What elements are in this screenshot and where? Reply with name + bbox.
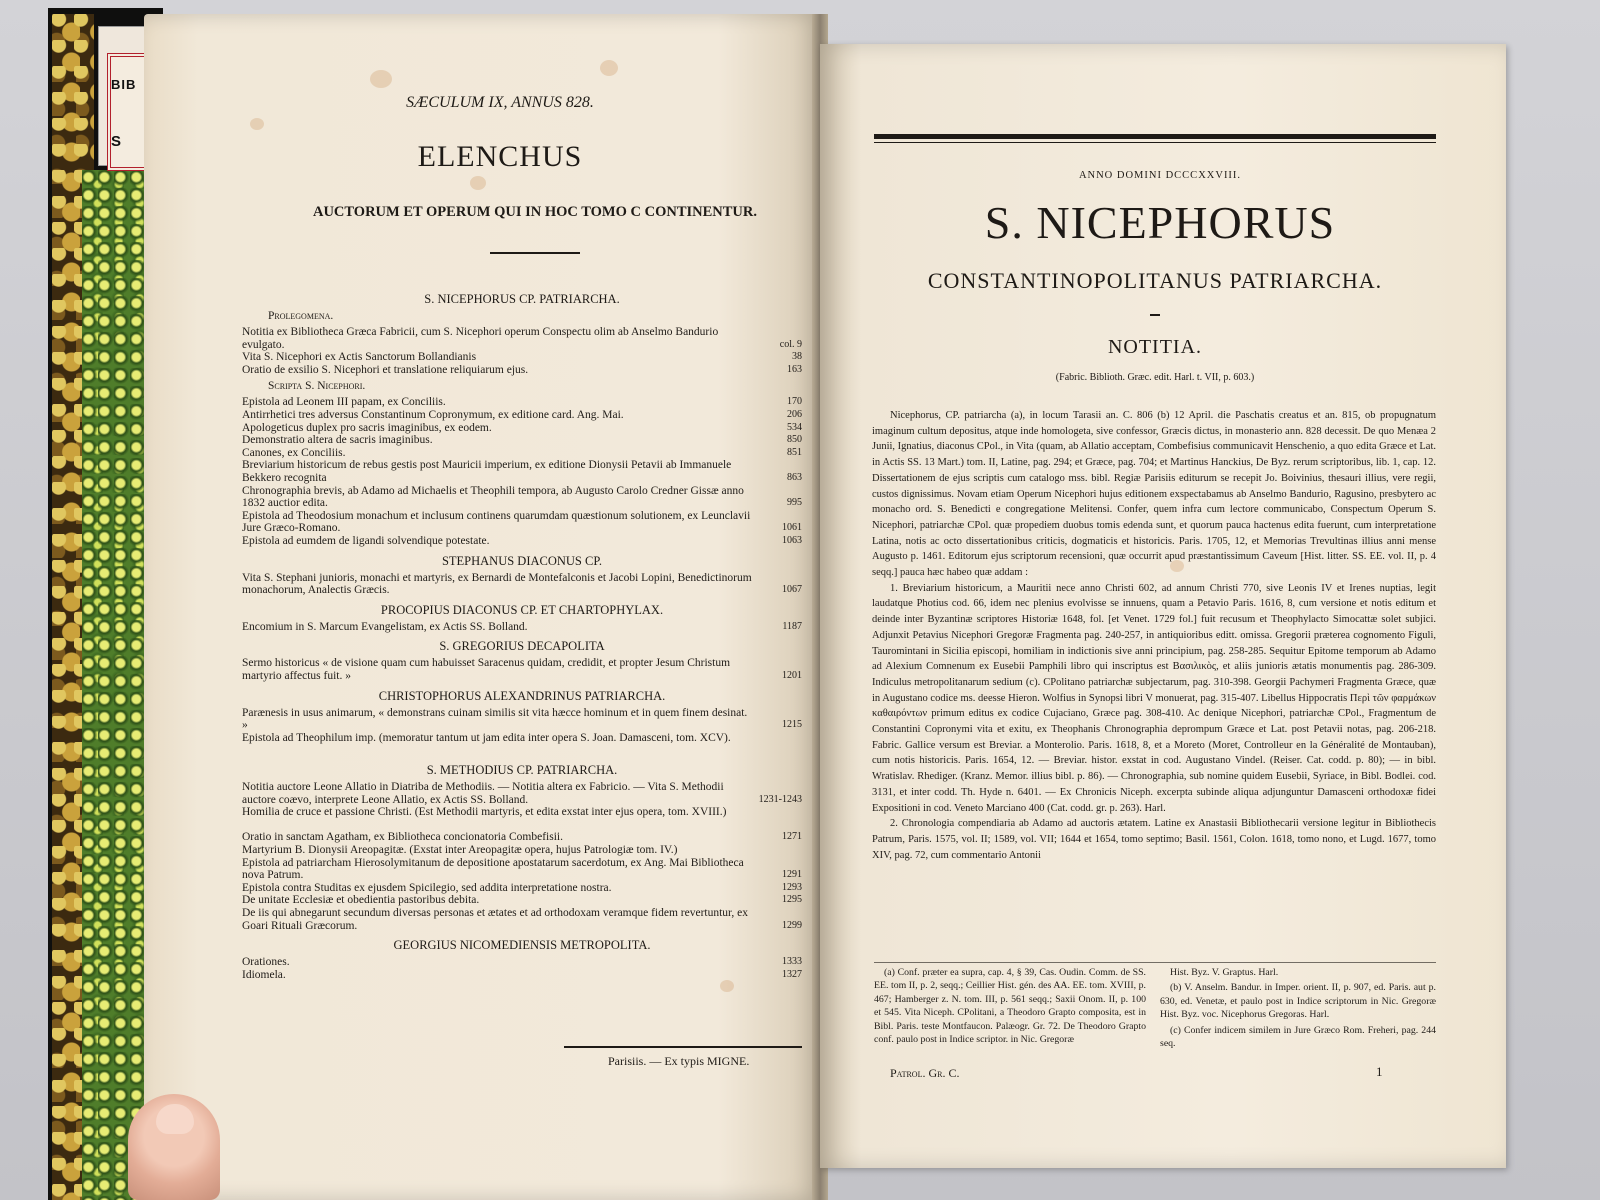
toc-entry (242, 510, 802, 535)
toc-entry-column: 38 (792, 351, 802, 363)
bookplate-text-2: S (111, 133, 123, 150)
toc-entry-title: Oratio in sanctam Agatham, ex Bibliotheca concionatoria Combefisii. (242, 831, 563, 844)
toc-entry-column: 1231-1243 (758, 793, 802, 805)
toc-entry (242, 707, 802, 732)
toc-entry-column: 1291 (782, 869, 802, 881)
toc-entry-column: 1293 (782, 881, 802, 893)
toc-section-heading: GEORGIUS NICOMEDIENSIS METROPOLITA. (393, 938, 651, 953)
printer-imprint: Parisiis. — Ex typis MIGNE. (608, 1054, 750, 1068)
footnote: (a) Conf. præter ea supra, cap. 4, § 39, Cas. Oudin. Comm. de SS. EE. tom II, p. 2, seqq.; Ceillier Hist. gén. des AA. EE. tom. XVIII, p. 467; Hamberger z. N. tom. III, p. 561 seqq.; Saxii Onom. II, p. 100 et 545. Vita Niceph. CPolitani, a Theodoro Grapto composita, est in Bibl. Paris. teste Montfaucon. Palæogr. Gr. 72. De Theodoro Grapto conf. paulo post in Indice scriptor. in Nic. Gregoræ (874, 967, 1146, 1046)
footnotes-left-column (874, 966, 1146, 1066)
toc-section-heading: S. METHODIUS CP. PATRIARCHA. (426, 763, 618, 777)
toc-entry-column: 206 (787, 409, 802, 420)
body-paragraph: 1. Breviarium historicum, a Mauritii nece anno Christi 602, ad annum Christi 770, sive Leonis IV et Irenes nuptias, legit laudatque Photius cod. 66, idem nec plenius evolvisse se innuens, quam a Petavio Paris. 1616, 8, cum versione et notis editum et deinde inter Byzantinæ scriptores Historiæ 1648, fol. [et Venet. 1729 fol.] fuit recusum et Theophylacto Simocattæ solet subjici. Adjunxit Petavius Nicephori Gregoræ Fragmenta pag. 240-257, in antiquioribus editt. omissa. Gregorii præterea cognomento Figuli, Tauromintani in Sicilia episcopi, homiliam in indictionis sive anni principium, pag. 258-285. Sequitur Epitome temporum ab Adamo ad Alexium Comnenum ex Eusebii Pamphili libro qui inscriptus est Βασιλικὸς, et aliis junioris ætatis monumentis pag. 286-309. Indiculus metropolitanarum sedium (c). CPolitano patriarchæ subjectarum, pag. 310-398. Georgii Pachymeri Fragmenta Græce, quæ in Augustano codice ms. deesse Hieron. Wolfius in Synopsi libri V monuerat, pag. 315-407. Libellus Hippocratis Περὶ τῶν φαρμάκων καθαιρόντων primum editus ex codice Cujaciano, Græce pag. 308-410. Ac denique Nicephori, patriarchæ CPol., Fragmentum de Constantini Copronymi vita et exitu, ex Theophanis Chronographia deprompum Græce et Lat. post Petavii notas, pag. 206-218. Fabric. Gallice versum est Breviar. a Monterolio. Paris. 1618, 8, et a Moreto (Moret, Controlleur en la Généralité de Montauban), cum notis historicis. Paris. 1654, 12. — Breviar. histor. exstat in cod. Augustano Vindel. (Reiser. Cat. codd. p. 80); — in bibl. Wratislav. Rhediger. (Kranz. Memor. illius bibl. p. 86). — Chronographia, sub nomine quidem Eusebii, Syriace, in Bibl. Bodlei. cod. 3131, et inter codd. Th. Hyde n. 6401. — Ex Chronicis Niceph. excerpta subinde aliqua adjunguntur Damasceni orthodoxæ fidei Expositioni in cod. Veneto Marciano 400 (Cat. codd. gr. p. 263). Harl. (872, 582, 1436, 814)
toc-subheading: Prolegomena. (268, 310, 334, 322)
short-rule (1150, 314, 1160, 316)
signature-mark: Patrol. Gr. C. (890, 1066, 960, 1080)
header-thick-rule (874, 134, 1436, 139)
toc-entry (242, 535, 802, 548)
toc-entry-column: 1271 (782, 831, 802, 843)
toc-entry (242, 956, 802, 969)
toc-entry (242, 732, 802, 745)
footer-rule (564, 1046, 802, 1048)
toc-entry-title: Epistola contra Studitas ex ejusdem Spicilegio, sed addita interpretatione nostra. (242, 881, 612, 894)
toc-entry-title: Encomium in S. Marcum Evangelistam, ex Actis SS. Bolland. (242, 620, 528, 633)
header-thin-rule (874, 142, 1436, 143)
toc-entry (242, 907, 802, 932)
foxing-spot (370, 70, 392, 88)
toc-entry-column: 863 (787, 471, 802, 483)
toc-entry-title: Vita S. Nicephori ex Actis Sanctorum Bollandianis (242, 351, 477, 364)
toc-entry (242, 447, 802, 460)
toc-entry-column: 1061 (782, 522, 802, 534)
toc-entry-title: Antirrhetici tres adversus Constantinum Copronymum, ex editione card. Ang. Mai. (242, 409, 624, 421)
elenchus-subtitle: AUCTORUM ET OPERUM QUI IN HOC TOMO C CONTINENTUR. (312, 204, 758, 220)
toc-section-heading: S. NICEPHORUS CP. PATRIARCHA. (424, 292, 620, 306)
toc-entry-title: De iis qui abnegarunt secundum diversas personas et ætates et ad orthodoxam veramque fidem revertuntur, ex Goari Rituali Græcorum. (242, 907, 749, 932)
notitia-source: (Fabric. Biblioth. Græc. edit. Harl. t. VII, p. 603.) (1055, 372, 1255, 383)
elenchus-title: ELENCHUS (417, 140, 583, 173)
toc-entry (242, 969, 802, 982)
toc-entry-title: Martyrium B. Dionysii Areopagitæ. (Exstat inter Areopagitæ opera, hujus Patrologiæ tom. IV.) (242, 844, 678, 856)
footnote: (c) Confer indicem similem in Jure Græco Rom. Freheri, pag. 244 seq. (1160, 1024, 1436, 1050)
footnote-rule (874, 962, 1436, 963)
toc-entry (242, 396, 802, 409)
toc-entry-title: Demonstratio altera de sacris imaginibus. (242, 434, 433, 447)
toc-entry-title: Breviarium historicum de rebus gestis post Mauricii imperium, ex editione Dionysii Petavii ab Immanuele Bekkero recognita (242, 459, 732, 484)
toc-entry-title: Vita S. Stephani junioris, monachi et martyris, ex Bernardi de Montefalconis et Jacobi Lopini, Benedictinorum monachorum, Analectis Græcis. (242, 571, 752, 597)
ornament-rule (490, 252, 580, 254)
page-number: 1 (1376, 1064, 1383, 1079)
toc-entry-column: 1333 (782, 956, 802, 968)
toc-entry-column: col. 9 (779, 338, 802, 350)
toc-entry-title: Notitia ex Bibliotheca Græca Fabricii, cum S. Nicephori operum Conspectu olim ab Anselmo Bandurio evulgato. (242, 326, 719, 351)
foxing-spot (470, 176, 486, 190)
foxing-spot (720, 980, 734, 992)
toc-entry (242, 831, 802, 844)
footnote: Hist. Byz. V. Graptus. Harl. (1170, 967, 1279, 978)
toc-entry (242, 857, 802, 882)
author-subtitle: CONSTANTINOPOLITANUS PATRIARCHA. (927, 268, 1383, 293)
toc-entry-title: Orationes. (242, 956, 290, 969)
toc-entry-column: 1327 (782, 968, 802, 980)
toc-entry (242, 621, 802, 634)
foxing-spot (600, 60, 618, 76)
toc-entry (242, 882, 802, 895)
toc-section-heading: CHRISTOPHORUS ALEXANDRINUS PATRIARCHA. (378, 688, 666, 703)
toc-entry-column: 534 (787, 421, 802, 433)
toc-subheading: Scripta S. Nicephori. (268, 380, 366, 393)
toc-entry-column: 1187 (782, 620, 802, 632)
footnotes-right-column (1160, 966, 1436, 1066)
toc-entry-title: Canones, ex Conciliis. (242, 446, 346, 459)
toc-entry-title: Epistola ad eumdem de ligandi solvendique potestate. (242, 535, 490, 547)
thumb (128, 1094, 220, 1200)
toc-entry-column: 1201 (782, 669, 802, 681)
toc-entry (242, 572, 802, 597)
bookplate-text: BIB (111, 77, 137, 92)
toc-entry-title: Apologeticus duplex pro sacris imaginibus, ex eodem. (242, 421, 492, 434)
toc-entry-column: 850 (787, 434, 802, 446)
toc-section-heading: STEPHANUS DIACONUS CP. (441, 553, 603, 568)
toc-entry-title: De unitate Ecclesiæ et obedientia pastoribus debita. (242, 894, 480, 907)
toc-entry-column: 1063 (782, 535, 802, 546)
toc-entry-title: Epistola ad Theodosium monachum et inclusum continens quarumdam quæstionum solutionem, ex Leunclavii Jure Græco-Romano. (242, 509, 751, 535)
footnote: (b) V. Anselm. Bandur. in Imper. orient. II, p. 907, ed. Paris. aut p. 630, ed. Venetæ, et paulo post in Indice scriptorum in Nic. Gregoræ Hist. Byz. voc. Nicephorus Gregoras. Harl. (1160, 982, 1436, 1021)
toc-entry-title: Epistola ad Theophilum imp. (memoratur tantum ut jam edita inter opera S. Joan. Damasceni, tom. XCV). (242, 731, 731, 744)
toc-entry-title: Oratio de exsilio S. Nicephori et translatione reliquiarum ejus. (242, 363, 529, 376)
toc-entry (242, 351, 802, 364)
body-paragraph: Nicephorus, CP. patriarcha (a), in locum Tarasii an. C. 806 (b) 12 April. die Paschatis creatus et an. 815, ob propugnatum imaginum cultum depositus, atque inde homologeta, sive confessor, Græcis dictus, in monasterio ann. 828 decessit. De quo Menæa 2 Junii, Ignatius, diaconus CPol., in Vita (quam, ab Allatio acceptam, Combefisius communicavit Henschenio, a quo edita Græce et Lat. in Actis SS. 13 Mart.) tom. II, Latine, pag. 294; et Græce, pag. 704; et Martinus Hanckius, De Byz. rerum scriptoribus, lib. 1, cap. 12. Dissertationem de ejus scriptis cum catalogo mss. bibl. Regiæ Parisiis editurum se recepit Jo. Boivinius, thesauri illius, vere regii, custos dignissimus. Novam etiam Operum Nicephori hujus editionem exspectabamus ab Anselmo Bandurio, Ragusino, presbytero ac monacho ord. S. Benedicti e congregatione Melitensi. Confer, quem infra cum lectore communicabo, Conspectum Operum S. Nicephori, patriarchæ CPol. quæ propediem duobus tomis edenda sunt, et quorum pauca hactenus edita fuerunt, cum interpretatione Latina, notis ac octo dissertationibus criticis, dogmaticis et historicis. Paris. 1705, 12, et Memorias Trevultinas illius anni mense Augusto p. 1461. Editorum ejus scriptorum recensioni, quæ occurrit apud præstantissimum Caveum [Hist. litter. SS. EE. vol. II, p. 4 seqq.] pauca hæc habeo quæ addam : (872, 410, 1436, 579)
toc-entry (242, 781, 802, 806)
toc-entry (242, 844, 802, 857)
toc-section-heading: PROCOPIUS DIACONUS CP. ET CHARTOPHYLAX. (380, 602, 664, 617)
notitia-heading: NOTITIA. (1107, 336, 1203, 358)
toc-entry (242, 657, 802, 682)
toc-entry-title: Notitia auctore Leone Allatio in Diatriba de Methodiis. — Notitia altera ex Fabricio. — Vita S. Methodii auctore coævo, interprete Leone Allatio, ex Actis SS. Bolland. (242, 781, 724, 806)
toc-entry-column: 163 (787, 363, 802, 375)
toc-entry-column: 851 (787, 446, 802, 458)
toc-entry (242, 409, 802, 422)
toc-entry-column: 1067 (782, 584, 802, 596)
toc-entry (242, 434, 802, 447)
toc-entry (242, 485, 802, 510)
toc-entry-title: Homilia de cruce et passione Christi. (Est Methodii martyris, et edita exstat inter ejus opera, tom. XVIII.) (242, 806, 727, 819)
notitia-body (872, 408, 1436, 956)
toc-entry (242, 364, 802, 377)
foxing-spot (250, 118, 264, 130)
toc-entry-column: 995 (787, 497, 802, 509)
toc-entry (242, 326, 802, 351)
toc-entry (242, 806, 802, 819)
anno-domini: ANNO DOMINI DCCCXXVIII. (1078, 170, 1242, 181)
toc-entry-column: 1215 (782, 719, 802, 731)
toc-entry-title: Parænesis in usus animarum, « demonstrans cuinam similis sit vita hæcce hominum et in quem finem desinat. » (242, 706, 748, 732)
toc-entry-column: 170 (787, 396, 802, 408)
toc-entry-column: 1299 (782, 919, 802, 931)
toc-entry-title: Idiomela. (242, 968, 286, 981)
toc-entry-title: Epistola ad Leonem III papam, ex Conciliis. (242, 396, 446, 409)
toc-entry (242, 459, 802, 484)
body-paragraph: 2. Chronologia compendiaria ab Adamo ad auctoris ætatem. Latine ex Anastasii Bibliothecarii versione legitur in Bibliothecis Patrum, Paris. 1575, vol. II; 1589, vol. VII; 1644 et 1654, tomo septimo; Basil. 1561, Colon. 1618, tomo nono, et Lugd. 1677, tomo XIV, pag. 72, cum commentario Antonii (872, 818, 1436, 861)
toc-entry-title: Epistola ad patriarcham Hierosolymitanum de depositione apostatarum sacerdotum, ex Ang. Mai Bibliotheca nova Patrum. (242, 856, 744, 882)
thumbnail-nail (156, 1104, 194, 1134)
toc-entry-title: Chronographia brevis, ab Adamo ad Michaelis et Theophili tempora, ab Augusto Carolo Credner Gissæ anno 1832 auctior edita. (242, 484, 744, 510)
toc-entry-column: 1295 (782, 894, 802, 906)
toc-section-heading: S. GREGORIUS DECAPOLITA (439, 639, 605, 654)
page-running-header: SÆCULUM IX, ANNUS 828. (406, 94, 594, 111)
toc-entry (242, 894, 802, 907)
toc-entry-title: Sermo historicus « de visione quam cum habuisset Saracenus quidam, credidit, et propter Jesum Christum martyrio affectus fuit. » (242, 657, 731, 682)
author-title: S. NICEPHORUS (984, 197, 1336, 248)
toc-entry (242, 422, 802, 435)
